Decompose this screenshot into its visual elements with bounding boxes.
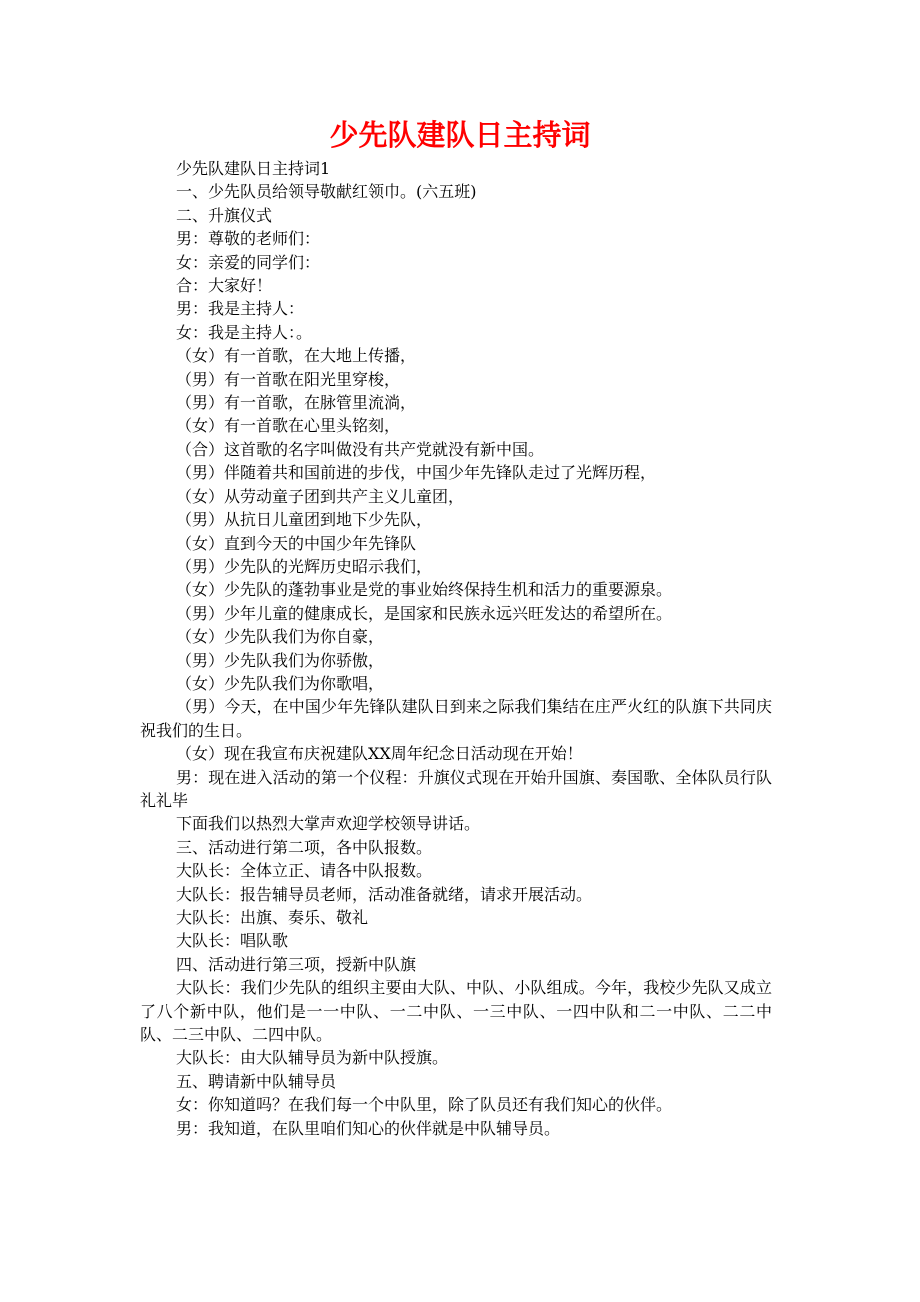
paragraph: （男）伴随着共和国前进的步伐，中国少年先锋队走过了光辉历程，: [176, 463, 657, 483]
paragraph: （男）今天，在中国少年先锋队建队日到来之际我们集结在庄严火红的队旗下共同庆祝我们的生日。: [140, 697, 772, 740]
paragraph: 女：你知道吗？在我们每一个中队里，除了队员还有我们知心的伙伴。: [176, 1095, 673, 1115]
paragraph: 大队长：出旗、奏乐、敬礼: [176, 908, 369, 927]
paragraph: （男）少年儿童的健康成长，是国家和民族永远兴旺发达的希望所在。: [176, 603, 673, 623]
paragraph: 五、聘请新中队辅导员: [176, 1071, 337, 1091]
paragraph: （女）直到今天的中国少年先锋队: [176, 533, 417, 553]
paragraph: 女：亲爱的同学们：: [176, 252, 321, 272]
paragraph: （女）有一首歌在心里头铭刻，: [176, 416, 401, 436]
document-title: 少先队建队日主持词: [329, 118, 591, 152]
paragraph: （女）有一首歌，在大地上传播，: [176, 346, 417, 366]
paragraph: 三、活动进行第二项，各中队报数。: [176, 837, 433, 857]
paragraph: 一、少先队员给领导敬献红领巾。(六五班): [176, 182, 477, 202]
paragraph: 大队长：由大队辅导员为新中队授旗。: [176, 1048, 449, 1068]
paragraph: （男）少先队我们为你骄傲，: [176, 650, 385, 670]
paragraph: 二、升旗仪式: [176, 205, 273, 225]
paragraph: （女）少先队我们为你自豪，: [176, 627, 385, 647]
paragraph: （男）少先队的光辉历史昭示我们，: [176, 556, 433, 576]
paragraph: 大队长：我们少先队的组织主要由大队、中队、小队组成。今年，我校少先队又成立了八个新中队，他们是一一中队、一二中队、一三中队、一四中队和二一中队、二二中队、二三中队、二四中队。: [140, 978, 772, 1045]
paragraph: （合）这首歌的名字叫做没有共产党就没有新中国。: [176, 439, 545, 459]
paragraph: 男：我是主持人：: [176, 299, 305, 319]
paragraph: （女）少先队我们为你歌唱，: [176, 673, 385, 693]
paragraph: 少先队建队日主持词1: [176, 159, 331, 178]
paragraph: 女：我是主持人：。: [176, 322, 313, 342]
paragraph: 下面我们以热烈大掌声欢迎学校领导讲话。: [176, 814, 481, 834]
paragraph: 大队长：报告辅导员老师，活动准备就绪，请求开展活动。: [176, 884, 593, 904]
paragraph: 大队长：全体立正、请各中队报数。: [176, 861, 433, 881]
paragraph: 男：尊敬的老师们：: [176, 229, 321, 249]
paragraph: （男）有一首歌，在脉管里流淌，: [176, 393, 417, 413]
paragraph: 男：我知道，在队里咱们知心的伙伴就是中队辅导员。: [176, 1118, 561, 1138]
paragraph: 四、活动进行第三项，授新中队旗: [176, 954, 417, 974]
paragraph: 男：现在进入活动的第一个仪程：升旗仪式现在开始升国旗、奏国歌、全体队员行队礼礼毕: [140, 767, 772, 810]
document-body: [140, 157, 772, 1140]
paragraph: 合：大家好！: [176, 276, 273, 296]
paragraph: 大队长：唱队歌: [176, 931, 289, 951]
paragraph: （男）从抗日儿童团到地下少先队，: [176, 510, 433, 530]
paragraph: （女）现在我宣布庆祝建队XX周年纪念日活动现在开始！: [176, 744, 583, 764]
paragraph: （女）从劳动童子团到共产主义儿童团，: [176, 486, 465, 506]
paragraph: （女）少先队的蓬勃事业是党的事业始终保持生机和活力的重要源泉。: [176, 580, 673, 600]
paragraph: （男）有一首歌在阳光里穿梭，: [176, 369, 401, 389]
